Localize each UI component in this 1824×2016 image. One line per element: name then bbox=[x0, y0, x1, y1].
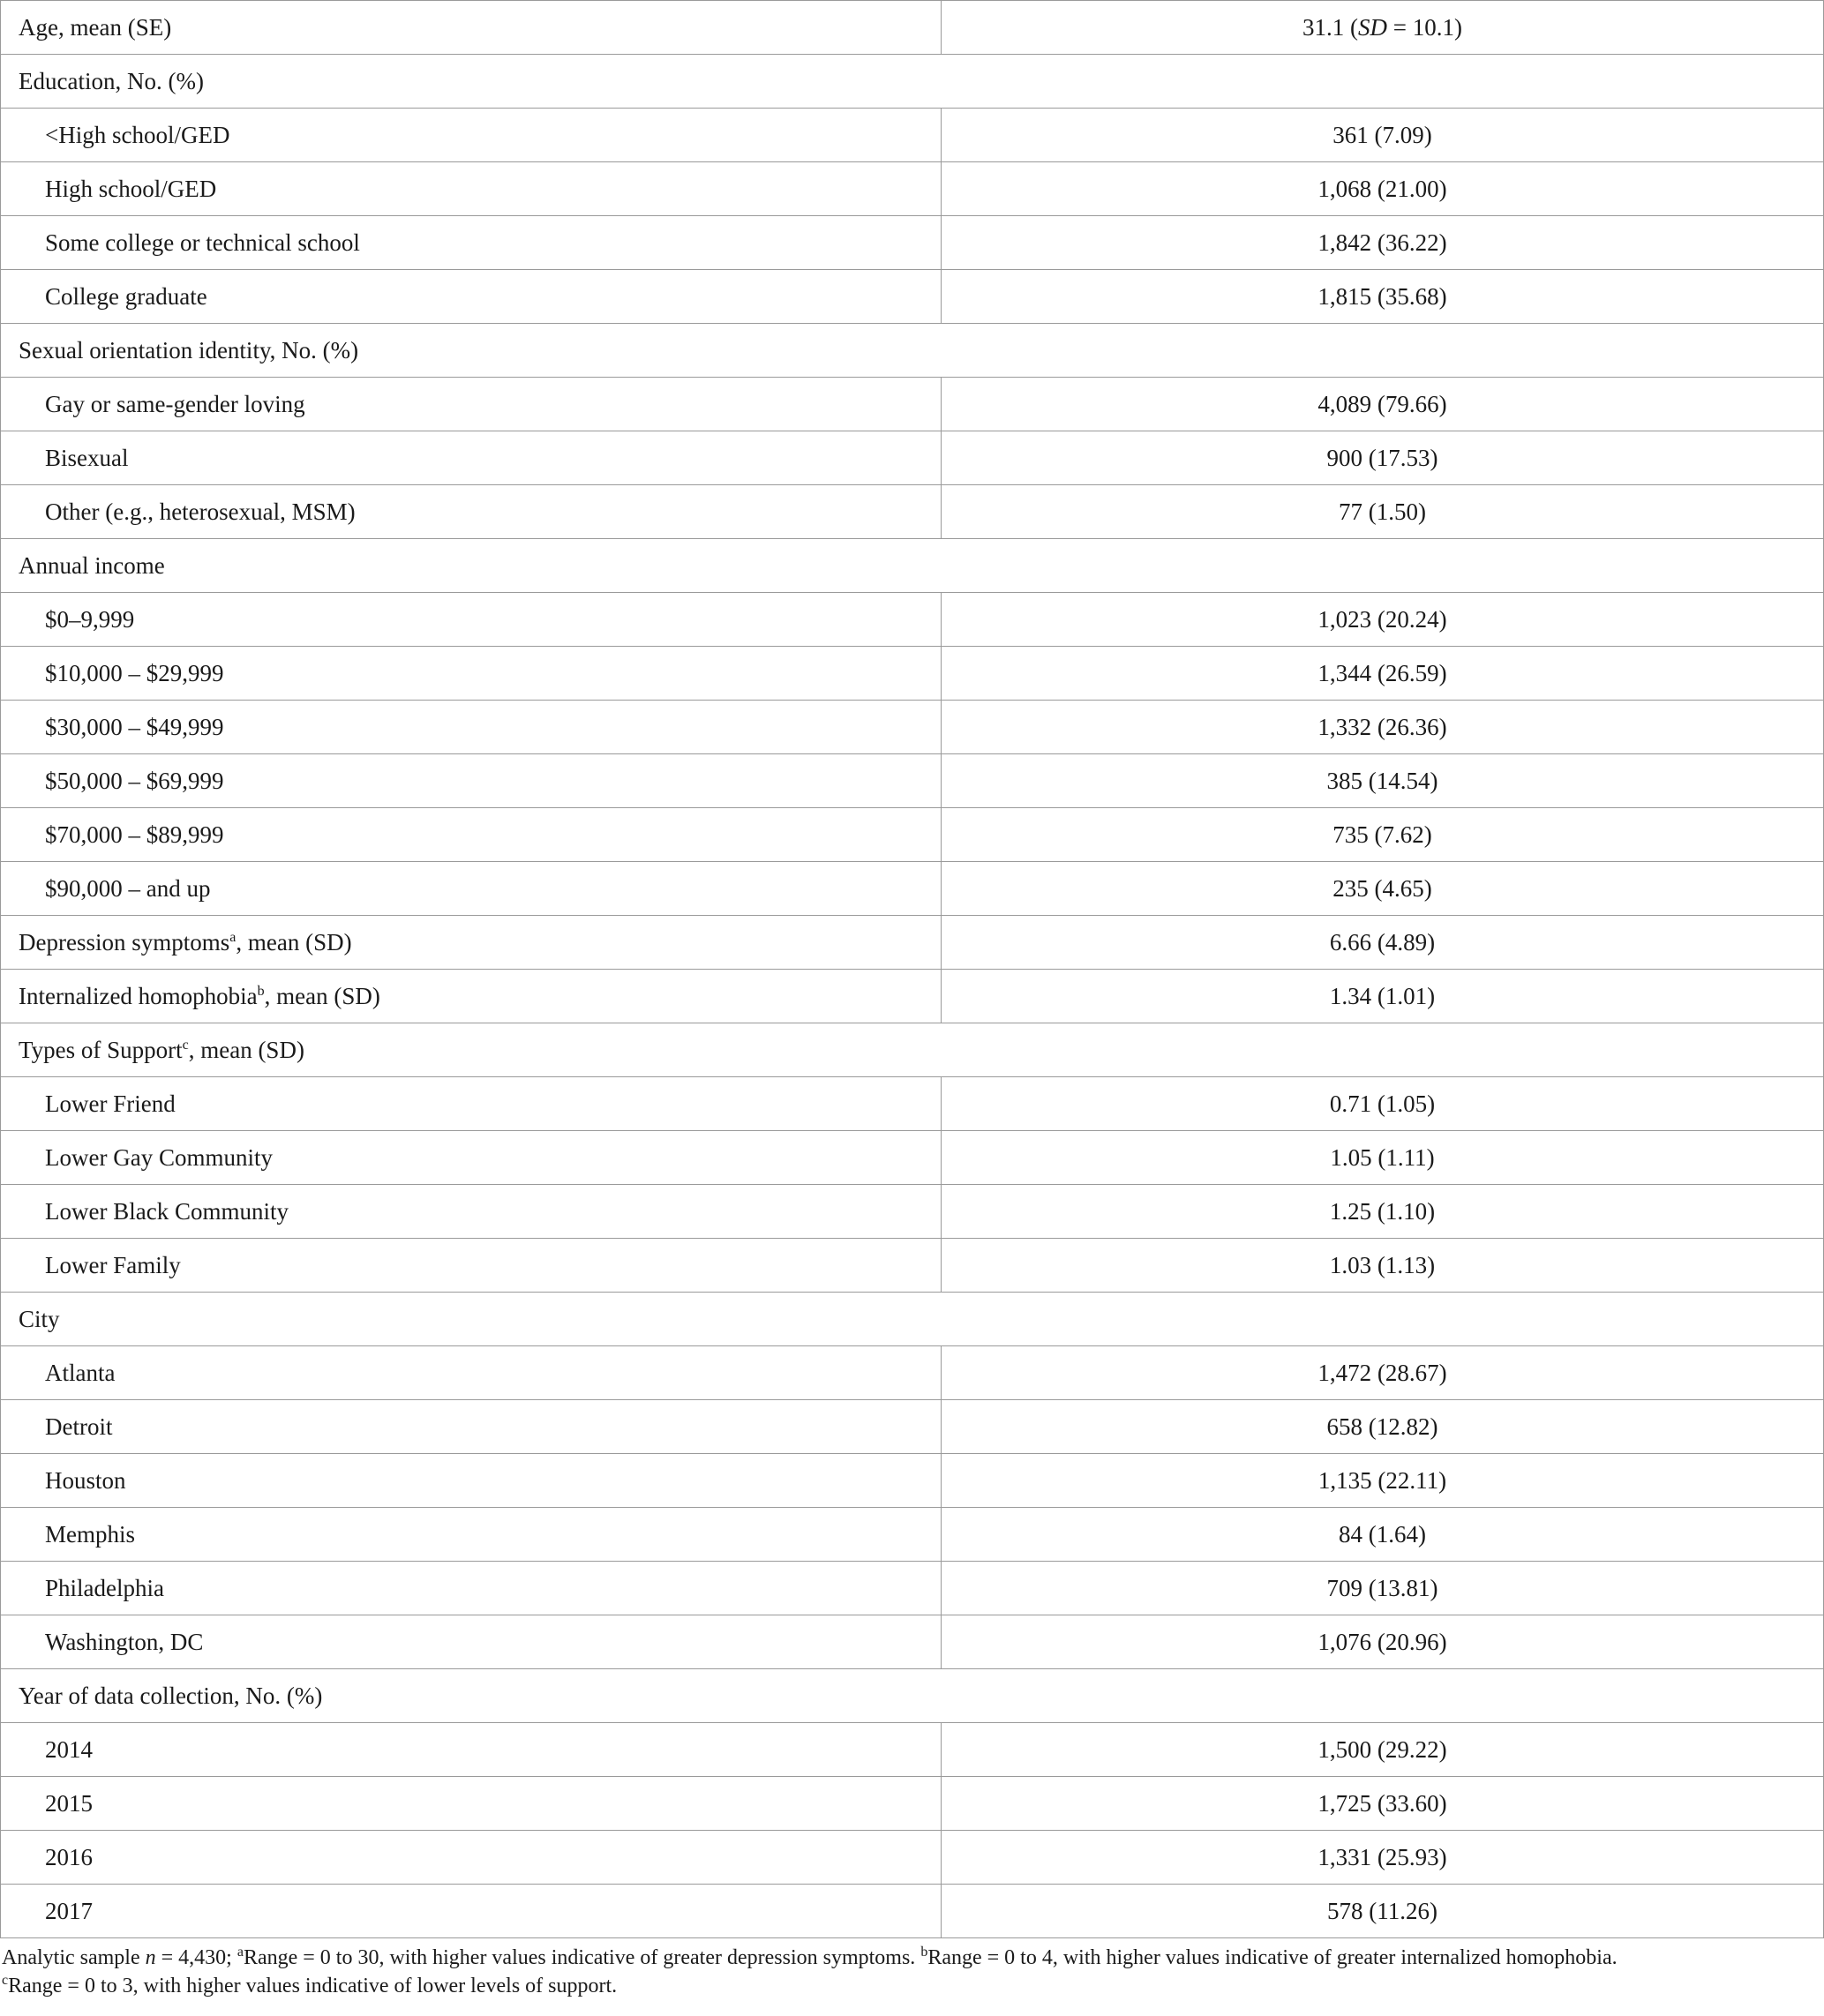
row-label-cell bbox=[1, 431, 942, 485]
table-row bbox=[1, 431, 1824, 485]
row-value: 1.05 (1.11) bbox=[1330, 1143, 1435, 1171]
table-row bbox=[1, 1885, 1824, 1938]
row-label-suffix: , mean (SD) bbox=[264, 982, 380, 1009]
row-label-cell bbox=[1, 593, 942, 647]
table-row bbox=[1, 378, 1824, 431]
table-row bbox=[1, 1615, 1824, 1669]
table-row bbox=[1, 1562, 1824, 1615]
row-value: 1.03 (1.13) bbox=[1329, 1251, 1436, 1278]
row-value: 1,068 (21.00) bbox=[1317, 175, 1447, 202]
row-label-cell bbox=[1, 1777, 942, 1831]
table-section-header-row bbox=[1, 1669, 1824, 1723]
row-label: Internalized homophobia bbox=[19, 982, 258, 1009]
row-value: 1,135 (22.11) bbox=[1317, 1466, 1447, 1494]
row-label-cell bbox=[1, 1454, 942, 1508]
row-value-cell bbox=[942, 1077, 1824, 1131]
table-row bbox=[1, 1239, 1824, 1293]
row-value-cell bbox=[942, 162, 1824, 216]
table-row bbox=[1, 1831, 1824, 1885]
row-value: 709 (13.81) bbox=[1326, 1574, 1438, 1601]
row-value-cell bbox=[942, 270, 1824, 324]
row-value: 84 (1.64) bbox=[1339, 1520, 1426, 1548]
row-label-cell bbox=[1, 1562, 942, 1615]
row-value: 1,023 (20.24) bbox=[1317, 605, 1447, 633]
row-value-cell bbox=[942, 1885, 1824, 1938]
table-row bbox=[1, 1454, 1824, 1508]
row-value: 1,331 (25.93) bbox=[1317, 1843, 1447, 1870]
row-value-part: = 10.1) bbox=[1387, 13, 1462, 41]
row-label: Houston bbox=[45, 1466, 126, 1494]
table-row bbox=[1, 1, 1824, 55]
row-label: Philadelphia bbox=[45, 1574, 164, 1601]
row-value: 6.66 (4.89) bbox=[1329, 928, 1436, 956]
row-value-part: 31.1 ( bbox=[1302, 13, 1359, 41]
section-header-cell bbox=[1, 324, 1824, 378]
row-label: $90,000 – and up bbox=[45, 874, 211, 902]
row-value-cell bbox=[942, 431, 1824, 485]
row-label: Lower Black Community bbox=[45, 1197, 289, 1225]
row-label: Memphis bbox=[45, 1520, 136, 1548]
row-value: 1.25 (1.10) bbox=[1329, 1197, 1436, 1225]
row-label-cell bbox=[1, 378, 942, 431]
row-label-cell bbox=[1, 701, 942, 754]
row-label-cell bbox=[1, 109, 942, 162]
row-value: 1,076 (20.96) bbox=[1317, 1628, 1447, 1655]
table-row bbox=[1, 1185, 1824, 1239]
table-section-header-row bbox=[1, 1293, 1824, 1346]
row-label: Washington, DC bbox=[45, 1628, 204, 1655]
table-section-header-row bbox=[1, 1023, 1824, 1077]
table-row bbox=[1, 162, 1824, 216]
table-row bbox=[1, 1723, 1824, 1777]
section-header-cell bbox=[1, 1669, 1824, 1723]
table-section-header-row bbox=[1, 55, 1824, 109]
row-value-cell bbox=[942, 1131, 1824, 1185]
section-header-cell bbox=[1, 55, 1824, 109]
row-label: Lower Gay Community bbox=[45, 1143, 273, 1171]
row-value-cell bbox=[942, 1400, 1824, 1454]
row-label-cell bbox=[1, 1508, 942, 1562]
row-value-part: SD bbox=[1358, 13, 1388, 41]
row-value: 235 (4.65) bbox=[1332, 874, 1432, 902]
row-value: 1,842 (36.22) bbox=[1317, 229, 1447, 256]
row-value-cell bbox=[942, 1562, 1824, 1615]
table-row bbox=[1, 109, 1824, 162]
table-row bbox=[1, 862, 1824, 916]
table-section-header-row bbox=[1, 539, 1824, 593]
row-label-cell bbox=[1, 216, 942, 270]
row-label-cell bbox=[1, 1, 942, 55]
section-header-cell bbox=[1, 1293, 1824, 1346]
row-value: 385 (14.54) bbox=[1326, 767, 1438, 794]
row-label-cell bbox=[1, 1615, 942, 1669]
section-header-cell bbox=[1, 1023, 1824, 1077]
row-value: 1,815 (35.68) bbox=[1317, 282, 1447, 310]
row-label-cell bbox=[1, 270, 942, 324]
row-value-cell bbox=[942, 485, 1824, 539]
table-row bbox=[1, 647, 1824, 701]
row-label: 2017 bbox=[45, 1897, 93, 1924]
row-value: 578 (11.26) bbox=[1327, 1897, 1437, 1924]
row-label: Sexual orientation identity, No. (%) bbox=[19, 336, 359, 363]
table-row bbox=[1, 970, 1824, 1023]
row-value: 1,500 (29.22) bbox=[1317, 1735, 1447, 1763]
table-section-header-row bbox=[1, 324, 1824, 378]
row-label: City bbox=[19, 1305, 60, 1332]
row-value: 0.71 (1.05) bbox=[1329, 1090, 1436, 1117]
row-label-cell bbox=[1, 970, 942, 1023]
row-label-cell bbox=[1, 1239, 942, 1293]
row-label: Age, mean (SE) bbox=[19, 13, 172, 41]
row-value: 1,725 (33.60) bbox=[1317, 1789, 1447, 1817]
row-label-cell bbox=[1, 862, 942, 916]
table-row bbox=[1, 216, 1824, 270]
row-value: 900 (17.53) bbox=[1326, 444, 1438, 471]
footnote-marker: a bbox=[229, 929, 236, 945]
row-value: 1,472 (28.67) bbox=[1317, 1359, 1447, 1386]
row-label-cell bbox=[1, 1400, 942, 1454]
row-label: Other (e.g., heterosexual, MSM) bbox=[45, 498, 356, 525]
table-row bbox=[1, 1508, 1824, 1562]
row-value: 4,089 (79.66) bbox=[1317, 390, 1447, 417]
row-value-cell bbox=[942, 1346, 1824, 1400]
row-value-cell bbox=[942, 1239, 1824, 1293]
row-label: Some college or technical school bbox=[45, 229, 360, 256]
row-value: 658 (12.82) bbox=[1326, 1413, 1438, 1440]
row-label-cell bbox=[1, 1077, 942, 1131]
row-label: Bisexual bbox=[45, 444, 129, 471]
table-row bbox=[1, 754, 1824, 808]
row-value-cell bbox=[942, 1723, 1824, 1777]
row-label: Year of data collection, No. (%) bbox=[19, 1682, 323, 1709]
row-value-cell bbox=[942, 916, 1824, 970]
row-value-cell bbox=[942, 1454, 1824, 1508]
row-label: $0–9,999 bbox=[45, 605, 135, 633]
row-label-cell bbox=[1, 485, 942, 539]
row-label-cell bbox=[1, 647, 942, 701]
row-label-suffix: , mean (SD) bbox=[188, 1036, 304, 1063]
row-value-cell bbox=[942, 1, 1824, 55]
row-label-cell bbox=[1, 1131, 942, 1185]
row-label: Types of Support bbox=[19, 1036, 183, 1063]
row-value: 1,344 (26.59) bbox=[1317, 659, 1447, 686]
table-row bbox=[1, 1077, 1824, 1131]
table-row bbox=[1, 916, 1824, 970]
row-value-cell bbox=[942, 1615, 1824, 1669]
table-footnote bbox=[0, 1938, 1824, 2000]
row-label-cell bbox=[1, 1885, 942, 1938]
row-label: $70,000 – $89,999 bbox=[45, 821, 224, 848]
row-label: $50,000 – $69,999 bbox=[45, 767, 224, 794]
footnote-line-1: Analytic sample n = 4,430; $^a$Range = 0 to 30, with higher values indicative of greater depression symptoms. $^b$Range = 0 to 4, with higher values indicative of greater internalized homophobia. bbox=[2, 1945, 1618, 1969]
row-value-cell bbox=[942, 378, 1824, 431]
table-body bbox=[1, 1, 1824, 1938]
row-label: $30,000 – $49,999 bbox=[45, 713, 224, 740]
row-label-cell bbox=[1, 754, 942, 808]
table-row bbox=[1, 1400, 1824, 1454]
row-label: 2015 bbox=[45, 1789, 93, 1817]
row-label: High school/GED bbox=[45, 175, 217, 202]
row-value-cell bbox=[942, 1185, 1824, 1239]
row-value-cell bbox=[942, 1831, 1824, 1885]
row-label: <High school/GED bbox=[45, 121, 230, 148]
row-value-cell bbox=[942, 647, 1824, 701]
footnote-marker: c bbox=[182, 1037, 189, 1053]
row-label: Detroit bbox=[45, 1413, 113, 1440]
row-value: 1.34 (1.01) bbox=[1329, 982, 1436, 1009]
row-label: Lower Family bbox=[45, 1251, 181, 1278]
row-label: Gay or same-gender loving bbox=[45, 390, 305, 417]
row-label-cell bbox=[1, 1831, 942, 1885]
row-label-suffix: , mean (SD) bbox=[236, 928, 352, 956]
row-value-cell bbox=[942, 216, 1824, 270]
row-value-cell bbox=[942, 862, 1824, 916]
row-value: 77 (1.50) bbox=[1339, 498, 1426, 525]
row-value: 735 (7.62) bbox=[1332, 821, 1432, 848]
row-label: $10,000 – $29,999 bbox=[45, 659, 224, 686]
row-label: Atlanta bbox=[45, 1359, 116, 1386]
table-row bbox=[1, 1131, 1824, 1185]
table-row bbox=[1, 1777, 1824, 1831]
row-label-cell bbox=[1, 1723, 942, 1777]
table-row bbox=[1, 593, 1824, 647]
row-label: Annual income bbox=[19, 551, 165, 579]
row-value-cell bbox=[942, 1777, 1824, 1831]
table-row bbox=[1, 270, 1824, 324]
row-label-cell bbox=[1, 1185, 942, 1239]
row-label: Education, No. (%) bbox=[19, 67, 204, 94]
row-label-cell bbox=[1, 808, 942, 862]
row-label: Depression symptoms bbox=[19, 928, 230, 956]
row-value: 361 (7.09) bbox=[1332, 121, 1432, 148]
row-value-cell bbox=[942, 593, 1824, 647]
row-value-cell bbox=[942, 701, 1824, 754]
row-label: College graduate bbox=[45, 282, 207, 310]
row-value-cell bbox=[942, 109, 1824, 162]
row-label: 2016 bbox=[45, 1843, 93, 1870]
row-value-cell bbox=[942, 970, 1824, 1023]
footnote-line-2: $^c$Range = 0 to 3, with higher values indicative of lower levels of support. bbox=[2, 1973, 618, 1997]
row-label-cell bbox=[1, 1346, 942, 1400]
row-label-cell bbox=[1, 162, 942, 216]
table-row bbox=[1, 701, 1824, 754]
row-value: 1,332 (26.36) bbox=[1317, 713, 1447, 740]
table-row bbox=[1, 485, 1824, 539]
table-row bbox=[1, 1346, 1824, 1400]
table-row bbox=[1, 808, 1824, 862]
section-header-cell bbox=[1, 539, 1824, 593]
row-value-cell bbox=[942, 1508, 1824, 1562]
row-value-cell bbox=[942, 808, 1824, 862]
row-label: Lower Friend bbox=[45, 1090, 176, 1117]
footnote-marker: b bbox=[257, 983, 265, 999]
row-label-cell bbox=[1, 916, 942, 970]
row-label: 2014 bbox=[45, 1735, 93, 1763]
row-value-cell bbox=[942, 754, 1824, 808]
